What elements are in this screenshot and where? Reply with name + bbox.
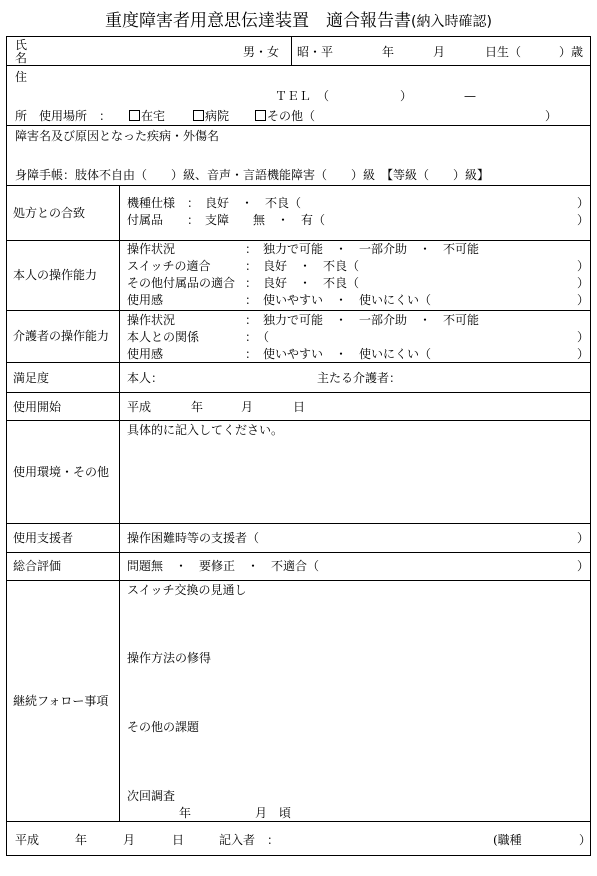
footer-month: 月	[123, 833, 136, 847]
satisfaction-self: 本人：	[127, 371, 164, 385]
checkbox-icon[interactable]	[129, 110, 140, 121]
environment-hint: 具体的に記入してください。	[127, 423, 284, 437]
name-label-1: 氏	[15, 38, 28, 52]
checkbox-icon[interactable]	[255, 110, 266, 121]
self-r3-key: その他付属品の適合	[127, 276, 236, 290]
self-r4-val: ： 使いやすい ・ 使いにくい（	[245, 293, 432, 307]
usage-other-close: ）	[545, 109, 558, 123]
footer-day: 日	[172, 833, 185, 847]
prescription-row-2: 付属品 ： 支障 無 ・ 有（	[127, 213, 326, 227]
form-title	[0, 6, 597, 31]
prescription-row-1: 機種仕様 ： 良好 ・ 不良（	[127, 196, 302, 210]
satisfaction-caregiver: 主たる介護者：	[317, 371, 402, 385]
evaluation-label: 総合評価	[13, 559, 62, 573]
row-divider	[7, 65, 590, 66]
birth-year: 年	[382, 45, 395, 59]
row-divider	[7, 821, 590, 822]
supporter-text: 操作困難時等の支援者（	[127, 531, 260, 545]
care-r3-close: ）	[577, 347, 590, 361]
supporter-close: ）	[577, 531, 590, 545]
self-r4-close: ）	[577, 293, 590, 307]
self-r4-key: 使用感	[127, 293, 164, 307]
prescription-label: 処方との合致	[13, 206, 86, 220]
era-field: 昭・平	[297, 45, 334, 59]
row-divider	[7, 580, 590, 581]
row-divider	[7, 125, 590, 126]
care-r2-close: ）	[577, 330, 590, 344]
birth-month: 月	[433, 45, 446, 59]
footer-job-close: ）	[579, 833, 592, 847]
evaluation-close: ）	[577, 559, 590, 573]
form-title-main: 重度障害者用意思伝達装置 適合報告書	[105, 11, 412, 31]
followup-month: 月 頃	[255, 806, 292, 820]
report-form	[6, 36, 591, 856]
supporter-label: 使用支援者	[13, 531, 74, 545]
usage-other-option[interactable]: その他（	[255, 109, 315, 123]
self-r2-key: スイッチの適合	[127, 259, 211, 273]
row-divider	[7, 392, 590, 393]
caregiver-ability-label: 介護者の操作能力	[13, 329, 110, 343]
tel-dash: —	[464, 89, 476, 103]
start-era: 平成	[127, 400, 152, 414]
name-label-2: 名	[15, 51, 28, 65]
age-field: ）歳	[559, 45, 584, 59]
tel-close: ）	[400, 89, 413, 103]
followup-next-survey: 次回調査	[127, 789, 176, 803]
footer-writer-label: 記入者 ：	[219, 833, 280, 847]
start-month: 月	[241, 400, 254, 414]
self-r1-val: ： 独力で可能 ・ 一部介助 ・ 不可能	[245, 242, 480, 256]
disability-name-label: 障害名及び原因となった疾病・外傷名	[15, 129, 220, 143]
followup-other: その他の課題	[127, 720, 200, 734]
footer-job-label: (職種	[493, 833, 522, 847]
self-r3-val: ： 良好 ・ 不良（	[245, 276, 360, 290]
address-label-1: 住	[15, 70, 28, 84]
row-divider	[7, 185, 590, 186]
start-year: 年	[191, 400, 204, 414]
satisfaction-label: 満足度	[13, 371, 50, 385]
environment-label: 使用環境・その他	[13, 465, 110, 479]
evaluation-text: 問題無 ・ 要修正 ・ 不適合（	[127, 559, 320, 573]
footer-year: 年	[75, 833, 88, 847]
self-r2-close: ）	[577, 259, 590, 273]
usage-start-label: 使用開始	[13, 400, 62, 414]
followup-method: 操作方法の修得	[127, 651, 212, 665]
usage-place-label: 使用場所 ：	[39, 109, 112, 123]
self-ability-label: 本人の操作能力	[13, 268, 98, 282]
self-r1-key: 操作状況	[127, 242, 176, 256]
usage-home-option[interactable]: 在宅	[129, 109, 165, 123]
prescription-row-1-close: ）	[577, 196, 590, 210]
row-divider	[7, 420, 590, 421]
self-r2-val: ： 良好 ・ 不良（	[245, 259, 360, 273]
row-divider	[7, 362, 590, 363]
row-divider	[7, 240, 590, 241]
usage-hospital-option[interactable]: 病院	[193, 109, 229, 123]
footer-era: 平成	[15, 833, 40, 847]
form-title-sub: (納入時確認)	[411, 14, 492, 30]
row-divider	[7, 523, 590, 524]
care-r1-key: 操作状況	[127, 313, 176, 327]
checkbox-icon[interactable]	[193, 110, 204, 121]
sex-field: 男・女	[243, 45, 280, 59]
disability-handbook: 身障手帳：肢体不自由（ ）級、音声・言語機能障害（ ）級 【等級（ ）級】	[15, 168, 490, 182]
start-day: 日	[293, 400, 306, 414]
followup-switch: スイッチ交換の見通し	[127, 583, 247, 597]
care-r2-key: 本人との関係	[127, 330, 200, 344]
prescription-row-2-close: ）	[577, 213, 590, 227]
followup-label: 継続フォロー事項	[13, 694, 109, 708]
row-divider	[7, 552, 590, 553]
followup-year: 年	[179, 806, 192, 820]
care-r3-key: 使用感	[127, 347, 164, 361]
care-r2-val: ： （	[245, 330, 270, 344]
care-r1-val: ： 独力で可能 ・ 一部介助 ・ 不可能	[245, 313, 480, 327]
label-column-divider	[119, 185, 120, 821]
row-divider	[7, 310, 590, 311]
tel-label: ＴＥＬ （	[275, 89, 330, 103]
address-label-2: 所	[15, 109, 28, 123]
care-r3-val: ： 使いやすい ・ 使いにくい（	[245, 347, 432, 361]
self-r3-close: ）	[577, 276, 590, 290]
column-divider	[291, 37, 292, 65]
birth-day: 日生（	[485, 45, 522, 59]
